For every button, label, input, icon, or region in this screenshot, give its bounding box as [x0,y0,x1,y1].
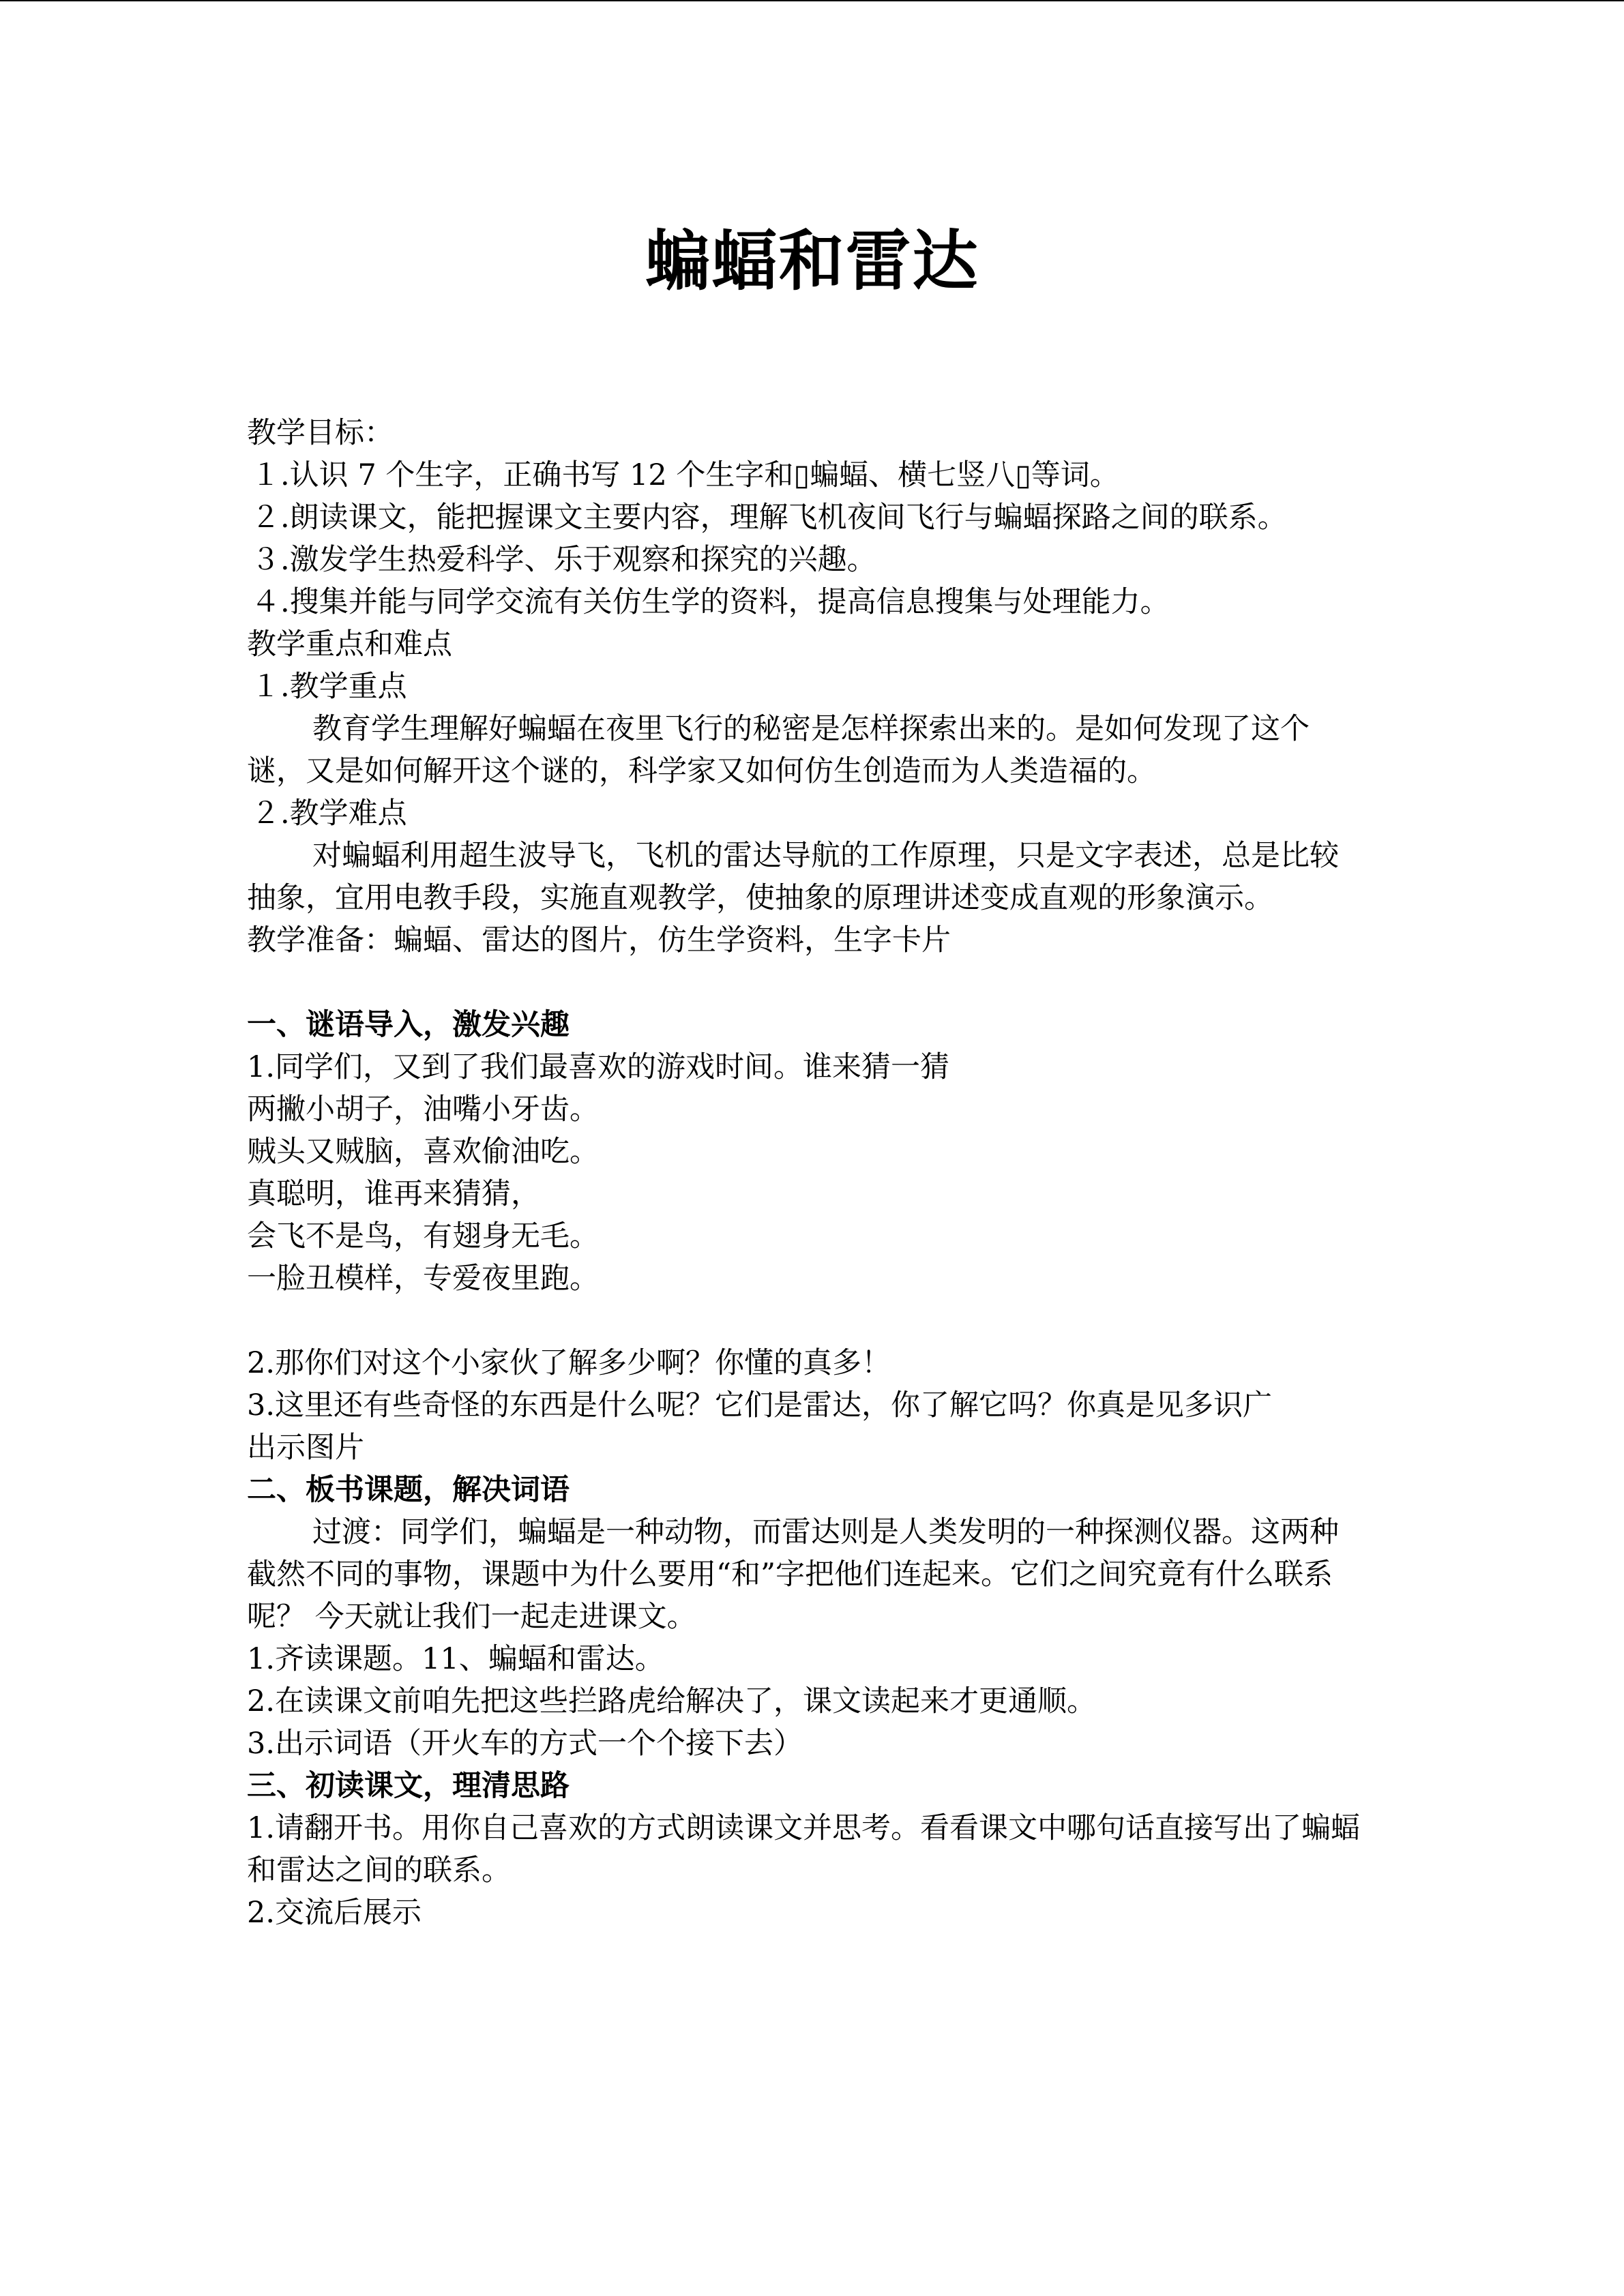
focus-heading: １.教学重点 [251,670,407,704]
objective-item: ２.朗读课文，能把握课文主要内容，理解飞机夜间飞行与蝙蝠探路之间的联系。 [251,501,1287,535]
key-points-heading: 教学重点和难点 [247,627,452,661]
transition-text: 过渡：同学们，蝙蝠是一种动物，而雷达则是人类发明的一种探测仪器。这两种截然不同的事物，课题中为什么要用“和”字把他们连起来。它们之间究竟有什么联系呢？ 今天就让我们一起走进课文。 [247,1515,1339,1634]
document-title: 蝙蝠和雷达 [645,222,979,299]
body-line: 1.请翻开书。用你自己喜欢的方式朗读课文并思考。看看课文中哪句话直接写出了蝙蝠和雷达之间的联系。 [247,1811,1361,1888]
objective-item: ３.激发学生热爱科学、乐于观察和探究的兴趣。 [251,543,876,577]
objective-item: ４.搜集并能与同学交流有关仿生学的资料，提高信息搜集与处理能力。 [251,585,1170,619]
riddle-line: 1.同学们，又到了我们最喜欢的游戏时间。谁来猜一猜 [247,1050,950,1084]
blank-line [247,1300,1365,1342]
riddle-line: 会飞不是鸟，有翅身无毛。 [247,1219,599,1253]
riddle-line: 真聪明，谁再来猜猜， [247,1177,540,1211]
difficulty-text: 对蝙蝠利用超生波导飞，飞机的雷达导航的工作原理，只是文字表述，总是比较抽象，宜用电教手段，实施直观教学，使抽象的原理讲述变成直观的形象演示。 [247,839,1339,915]
objective-item: １.认识 7 个生字，正确书写 12 个生字和▯蝙蝠、横七竖八▯等词。 [251,458,1119,492]
focus-text: 教育学生理解好蝙蝠在夜里飞行的秘密是怎样探索出来的。是如何发现了这个谜，又是如何解开这个谜的，科学家又如何仿生创造而为人类造福的。 [247,712,1310,788]
section-heading: 一、谜语导入，激发兴趣 [247,1008,570,1042]
body-line: 出示图片 [247,1431,364,1465]
riddle-line: 贼头又贼脑，喜欢偷油吃。 [247,1135,599,1169]
riddle-line: 两撇小胡子，油嘴小牙齿。 [247,1092,599,1127]
body-line: 2.那你们对这个小家伙了解多少啊？你懂的真多！ [247,1346,891,1380]
riddle-line: 一脸丑模样，专爱夜里跑。 [247,1262,599,1296]
blank-line [247,961,1365,1004]
preparation-text: 教学准备：蝙蝠、雷达的图片，仿生学资料，生字卡片 [247,923,951,957]
objectives-heading: 教学目标： [247,416,394,450]
body-line: 1.齐读课题。11、蝙蝠和雷达。 [247,1642,664,1676]
difficulty-heading: ２.教学难点 [251,796,407,831]
body-line: 3.出示词语（开火车的方式一个个接下去） [247,1727,803,1761]
body-line: 2.交流后展示 [247,1896,422,1930]
section-heading: 三、初读课文，理清思路 [247,1769,570,1803]
top-border-line [0,0,1624,1]
body-line: 2.在读课文前咱先把这些拦路虎给解决了，课文读起来才更通顺。 [247,1684,1097,1718]
body-line: 3.这里还有些奇怪的东西是什么呢？它们是雷达，你了解它吗？你真是见多识广 [247,1388,1273,1422]
document-body [247,412,1365,1934]
section-heading: 二、板书课题，解决词语 [247,1473,570,1507]
